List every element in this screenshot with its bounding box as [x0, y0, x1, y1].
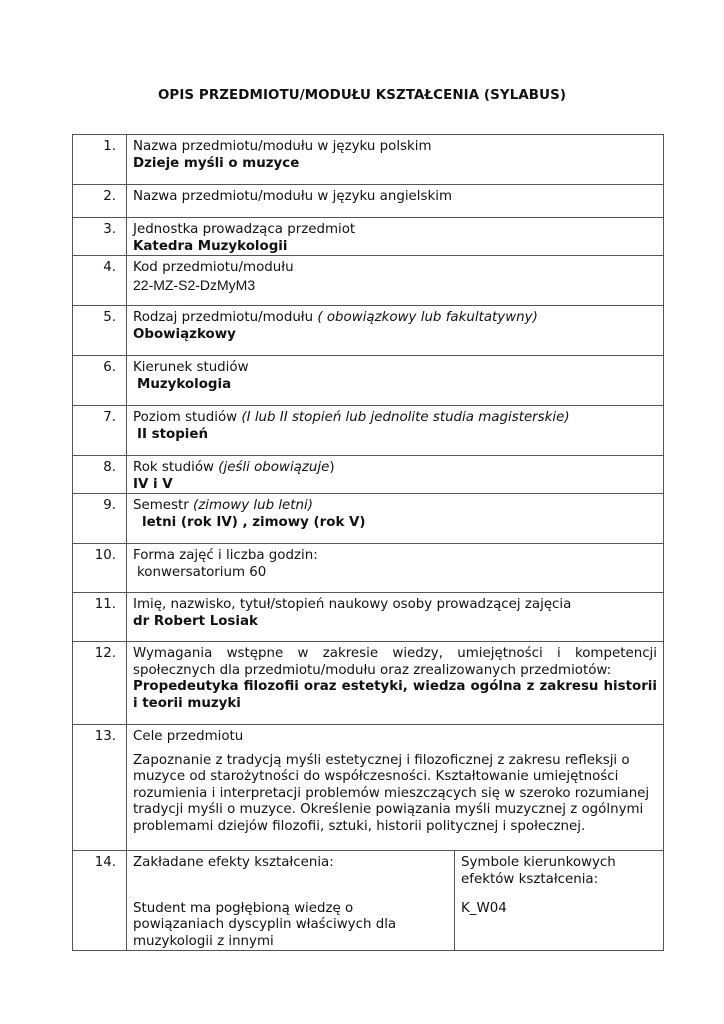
field-value: Muzykologia — [137, 376, 232, 392]
table-row — [73, 256, 664, 306]
field-value: Dzieje myśli o muzyce — [133, 155, 300, 171]
row-content — [127, 135, 664, 185]
syllabus-table — [72, 134, 664, 951]
table-row — [73, 642, 664, 725]
table-row — [73, 544, 664, 593]
field-value: dr Robert Losiak — [133, 613, 258, 629]
field-label: Rok studiów (jeśli obowiązuje) — [133, 460, 335, 475]
table-row — [73, 218, 664, 256]
table-row — [73, 306, 664, 356]
row-content — [127, 185, 664, 218]
row-number: 13. — [73, 725, 127, 851]
row-number: 14. — [73, 851, 127, 951]
row-number: 2. — [73, 185, 127, 218]
field-label: Nazwa przedmiotu/modułu w języku angielskim — [133, 189, 452, 204]
row-content — [127, 218, 664, 256]
field-value: 22-MZ-S2-DzMyM3 — [133, 276, 256, 293]
field-label: Forma zajęć i liczba godzin: — [133, 548, 318, 563]
table-row — [73, 456, 664, 494]
field-value: Propedeutyka filozofii oraz estetyki, wiedza ogólna z zakresu historii i teorii muzyki — [133, 679, 657, 711]
row-content — [127, 642, 664, 725]
row-content — [127, 544, 664, 593]
field-value: II stopień — [137, 426, 208, 442]
table-row — [73, 851, 664, 951]
field-value: letni (rok IV) , zimowy (rok V) — [142, 514, 366, 530]
field-label: Zakładane efekty kształcenia: — [133, 855, 334, 870]
row-number: 11. — [73, 593, 127, 642]
field-label: Rodzaj przedmiotu/modułu ( obowiązkowy lub fakultatywny) — [133, 310, 538, 325]
row-content — [127, 851, 455, 951]
field-label: Kod przedmiotu/modułu — [133, 260, 294, 275]
table-row — [73, 135, 664, 185]
row-number: 5. — [73, 306, 127, 356]
row-content — [127, 593, 664, 642]
field-label: Semestr (zimowy lub letni) — [133, 498, 313, 513]
learning-effect: Student ma pogłębioną wiedzę o powiązaniach dyscyplin właściwych dla muzykologii z innymi — [133, 900, 397, 949]
field-value: Obowiązkowy — [133, 326, 236, 342]
row-number: 9. — [73, 494, 127, 544]
table-row — [73, 725, 664, 851]
row-number: 8. — [73, 456, 127, 494]
row-content — [127, 456, 664, 494]
row-content — [127, 406, 664, 456]
row-number: 1. — [73, 135, 127, 185]
row-number: 4. — [73, 256, 127, 306]
row-content — [127, 256, 664, 306]
field-value: Katedra Muzykologii — [133, 238, 288, 254]
row-content — [127, 494, 664, 544]
row-content — [127, 306, 664, 356]
table-row — [73, 185, 664, 218]
row-number: 10. — [73, 544, 127, 593]
field-value: Zapoznanie z tradycją myśli estetycznej i filozoficznej z zakresu refleksji o muzyce od starożytności do współczesności. Kształtowanie umiejętności rozumienia i interpretacji problemów mieszczących się w szeroko rozumianej tradycji myśli o muzyce. Określenie powiązania myśli muzycznej z ogólnymi problemami dziejów filozofii, sztuki, historii politycznej i społecznej. — [133, 752, 650, 834]
row-content — [127, 356, 664, 406]
field-label: Cele przedmiotu — [133, 729, 244, 744]
table-row — [73, 494, 664, 544]
field-value: IV i V — [133, 476, 173, 492]
field-label: Imię, nazwisko, tytuł/stopień naukowy osoby prowadzącej zajęcia — [133, 597, 572, 612]
page-title: OPIS PRZEDMIOTU/MODUŁU KSZTAŁCENIA (SYLABUS) — [157, 88, 567, 103]
symbols-cell — [455, 851, 664, 951]
row-number: 12. — [73, 642, 127, 725]
symbols-header: Symbole kierunkowych efektów kształcenia: — [461, 855, 616, 887]
table-row — [73, 356, 664, 406]
row-number: 7. — [73, 406, 127, 456]
row-number: 6. — [73, 356, 127, 406]
field-label: Wymagania wstępne w zakresie wiedzy, umiejętności i kompetencji społecznych dla przedmiotu/modułu oraz zrealizowanych przedmiotów: — [133, 646, 657, 678]
table-row — [73, 593, 664, 642]
effect-symbol: K_W04 — [461, 901, 507, 916]
field-label: Kierunek studiów — [133, 360, 249, 375]
row-content — [127, 725, 664, 851]
row-number: 3. — [73, 218, 127, 256]
field-label: Jednostka prowadząca przedmiot — [133, 222, 356, 237]
field-label: Poziom studiów (I lub II stopień lub jednolite studia magisterskie) — [133, 410, 570, 425]
table-row — [73, 406, 664, 456]
field-label: Nazwa przedmiotu/modułu w języku polskim — [133, 139, 432, 154]
field-value: konwersatorium 60 — [137, 564, 267, 580]
